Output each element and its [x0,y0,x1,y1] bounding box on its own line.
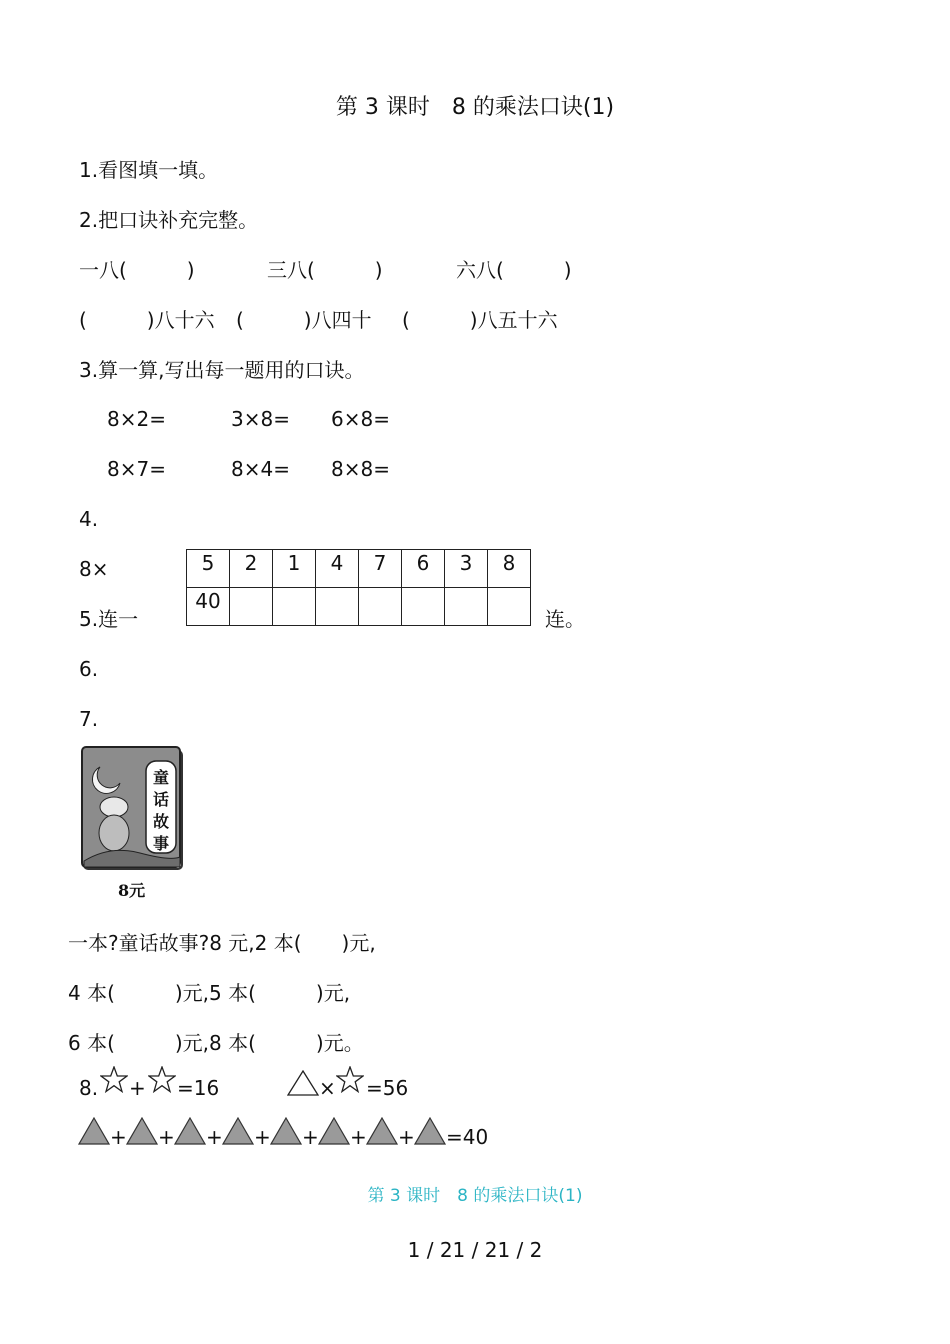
answer-cell[interactable] [488,588,531,626]
question-3: 3.算一算,写出每一题用的口诀。 [79,358,365,382]
answer-cell[interactable] [445,588,488,626]
q8-eq2-result: =56 [366,1076,409,1100]
triangle-filled-icon [270,1117,302,1145]
question-8: 8. [79,1076,99,1100]
question-2: 2.把口诀补充完整。 [79,208,259,232]
plus-sign: + [206,1125,223,1149]
question-7: 7. [79,707,99,731]
table-cell: 2 [230,550,273,588]
q7-line-1: 一本?童话故事?8 元,2 本( )元, [68,931,376,955]
answer-cell[interactable] [359,588,402,626]
table-cell: 5 [187,550,230,588]
q3-expr-4: 8×7= [107,457,166,481]
question-5-start: 5.连一 [79,607,139,631]
page-title: 第 3 课时 8 的乘法口诀(1) [335,95,615,120]
q2-item-2: 三八( ) [267,258,383,282]
table-cell: 6 [402,550,445,588]
question-6: 6. [79,657,99,681]
question-1: 1.看图填一填。 [79,158,219,182]
plus-sign: + [302,1125,319,1149]
book-title-char: 话 [152,790,170,809]
triangle-filled-icon [366,1117,398,1145]
plus-sign: + [350,1125,367,1149]
plus-sign: + [158,1125,175,1149]
q3-expr-3: 6×8= [331,407,390,431]
plus-sign: + [129,1076,146,1100]
table-cell: 4 [316,550,359,588]
book-title-char: 童 [152,768,170,787]
q3-expr-6: 8×8= [331,457,390,481]
plus-sign: + [110,1125,127,1149]
q8-eq1-result: =16 [177,1076,220,1100]
q7-line-3: 6 本( )元,8 本( )元。 [68,1031,364,1055]
storybook-illustration [80,745,186,873]
q2-item-6: ( )八五十六 [402,308,558,332]
q2-item-4: ( )八十六 [79,308,215,332]
answer-cell[interactable] [230,588,273,626]
triangle-filled-icon [318,1117,350,1145]
answer-cell[interactable] [316,588,359,626]
triangle-filled-icon [78,1117,110,1145]
plus-sign: + [254,1125,271,1149]
star-icon [148,1066,176,1093]
answer-cell[interactable] [273,588,316,626]
plus-sign: + [398,1125,415,1149]
book-title-char: 故 [152,812,170,831]
q7-line-2: 4 本( )元,5 本( )元, [68,981,351,1005]
table-cell: 40 [187,588,230,626]
question-4: 4. [79,507,99,531]
star-icon [336,1066,364,1093]
q2-item-1: 一八( ) [79,258,195,282]
table-header-row [187,550,531,588]
q3-expr-5: 8×4= [231,457,290,481]
table-cell: 7 [359,550,402,588]
triangle-filled-icon [414,1117,446,1145]
footer-title: 第 3 课时 8 的乘法口诀(1) [367,1186,583,1206]
times-sign: × [319,1076,336,1100]
book-title-char: 事 [152,834,170,853]
triangle-outline-icon [287,1070,319,1096]
multiplication-table [186,549,531,626]
table-cell: 3 [445,550,488,588]
q2-item-3: 六八( ) [456,258,572,282]
triangle-filled-icon [126,1117,158,1145]
star-icon [100,1066,128,1093]
q3-expr-2: 3×8= [231,407,290,431]
triangle-filled-icon [174,1117,206,1145]
answer-cell[interactable] [402,588,445,626]
book-price: 8元 [118,881,146,900]
q2-item-5: ( )八四十 [236,308,372,332]
page-number: 1 / 21 / 21 / 2 [407,1238,543,1262]
q8-eq3-result: =40 [446,1125,489,1149]
q4-multiplier: 8× [79,557,109,581]
q3-expr-1: 8×2= [107,407,166,431]
table-answer-row [187,588,531,626]
question-5-end: 连。 [545,607,585,631]
table-cell: 8 [488,550,531,588]
triangle-filled-icon [222,1117,254,1145]
table-cell: 1 [273,550,316,588]
